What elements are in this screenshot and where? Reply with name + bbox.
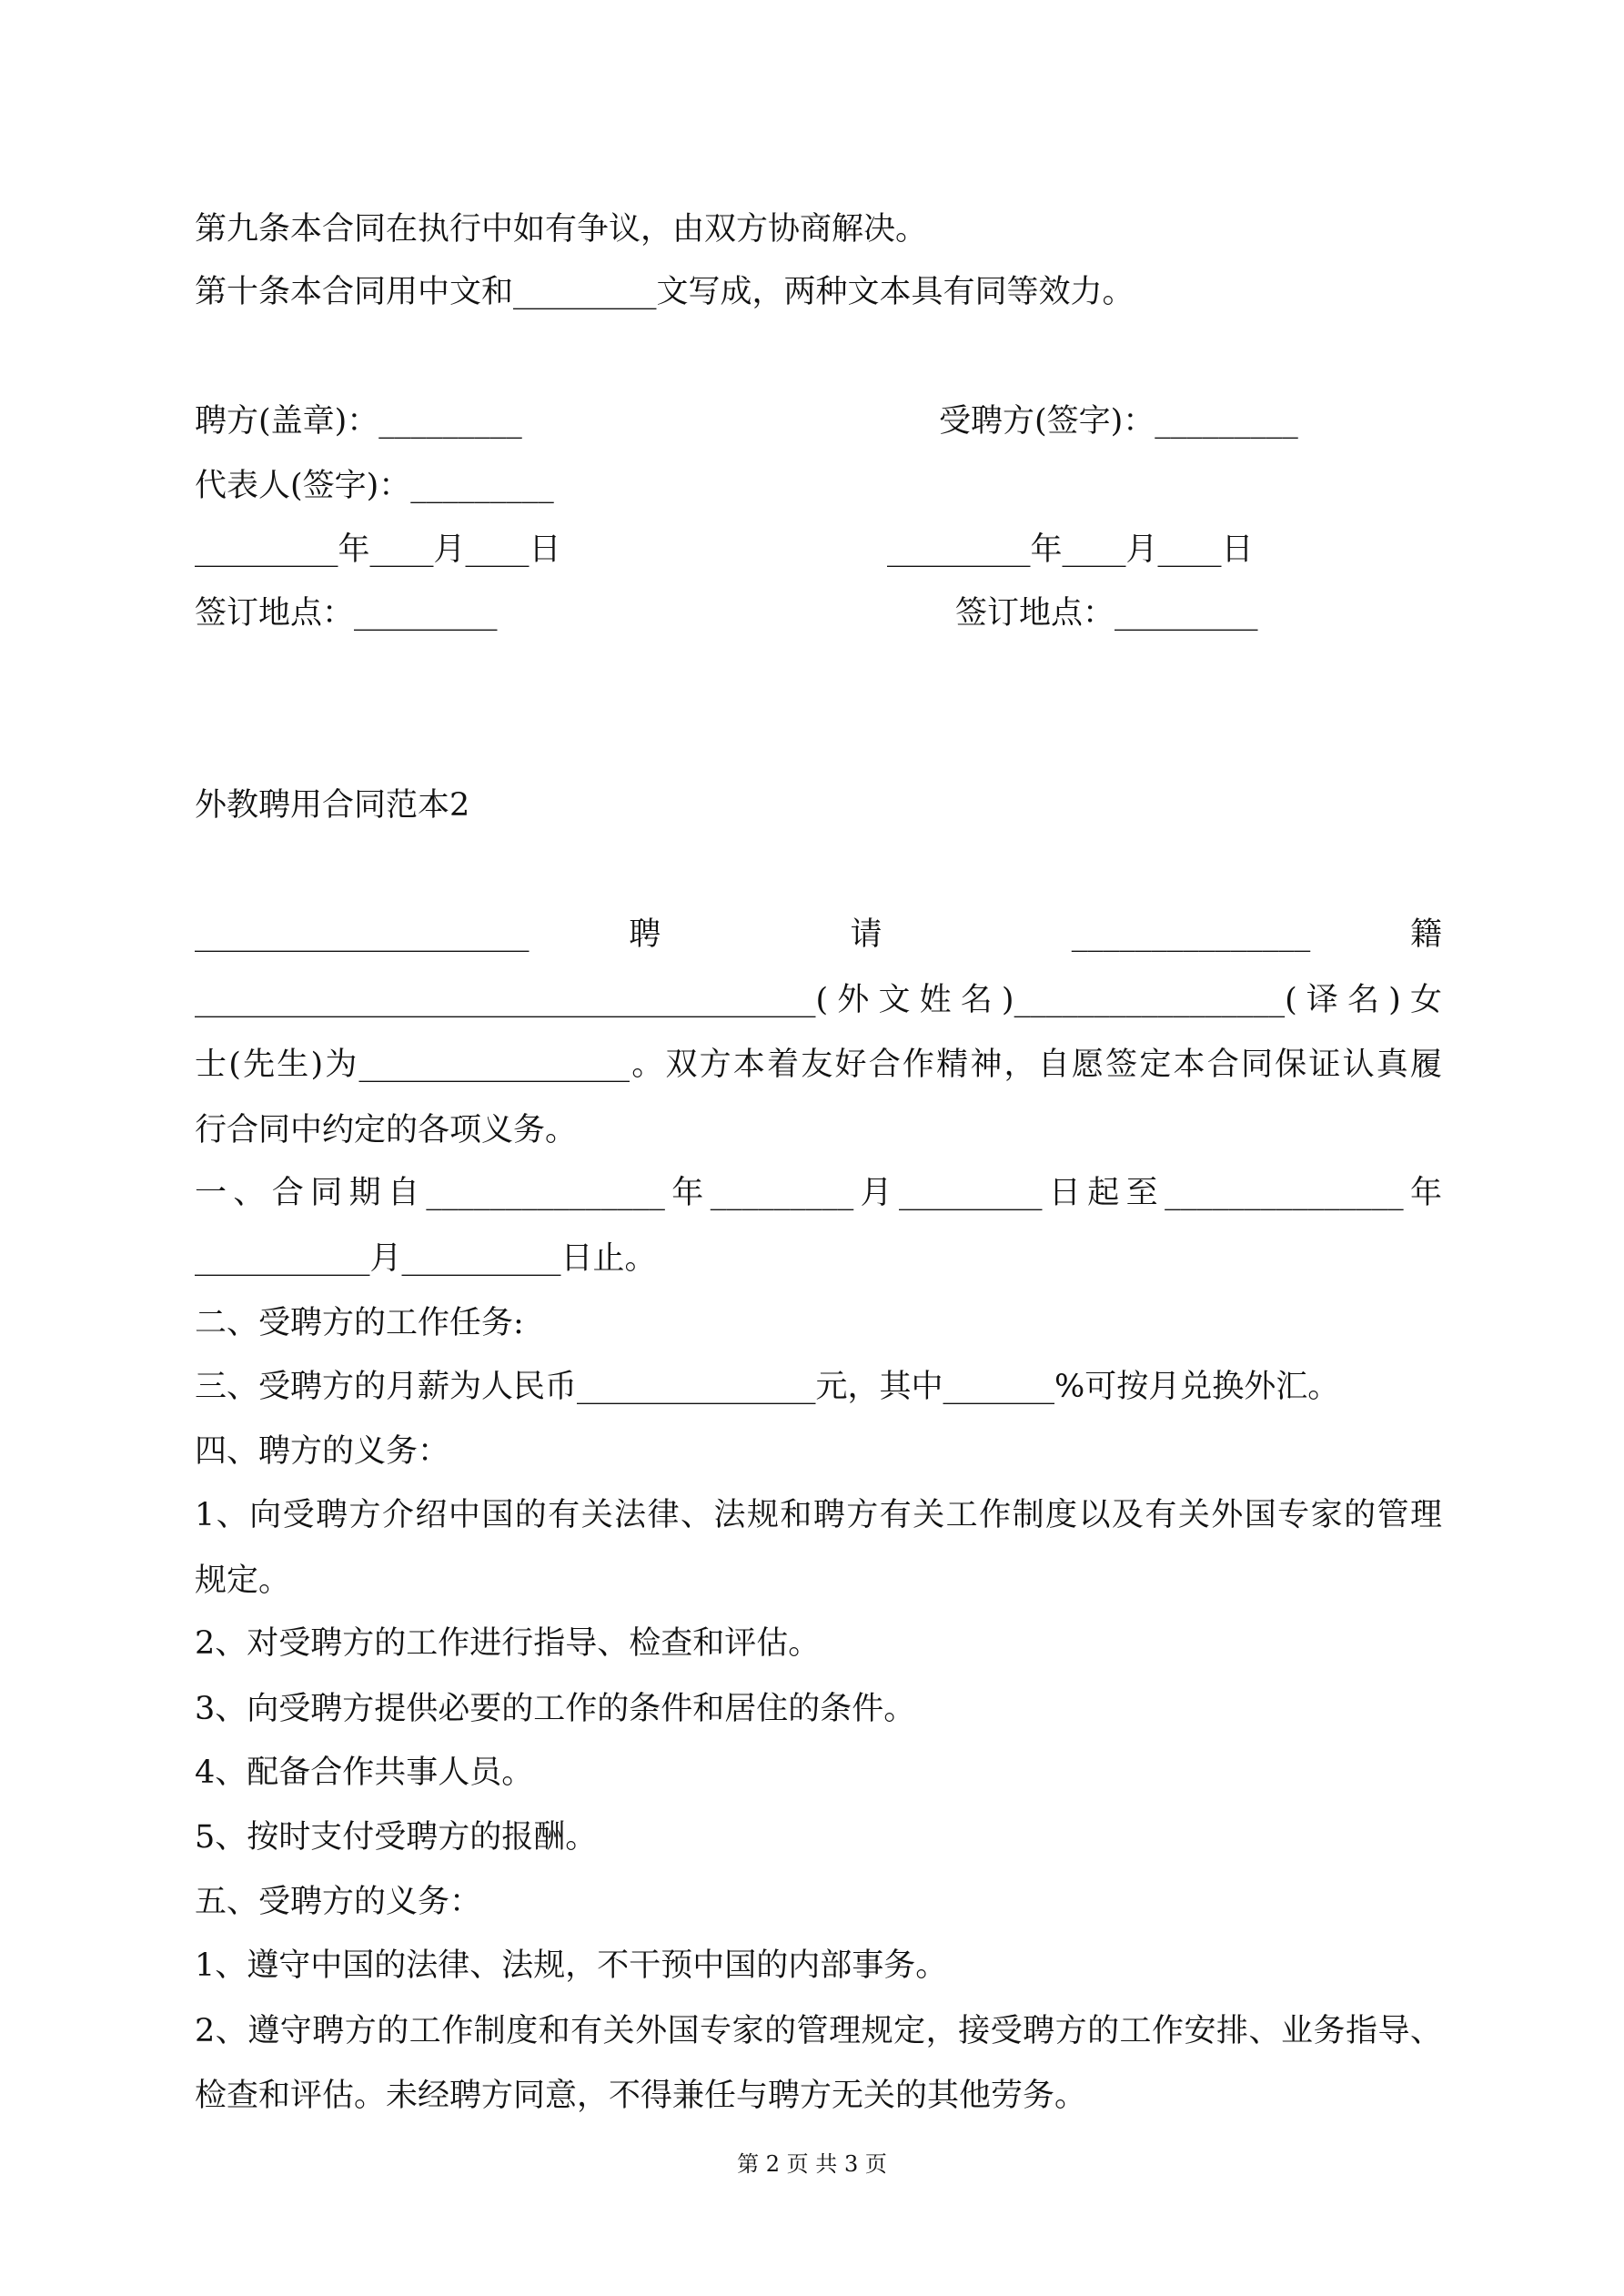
document-line: 代表人(签字)：_________ <box>195 468 554 504</box>
document-line: 第九条本合同在执行中如有争议，由双方协商解决。 <box>195 211 928 248</box>
document-line: 4、配备合作共事人员。 <box>195 1755 534 1791</box>
document-line: 士(先生)为_________________。双方本着友好合作精神，自愿签定本合同保证认真履 <box>195 1047 1442 1083</box>
document-line: 第十条本合同用中文和_________文写成，两种文本具有同等效力。 <box>195 274 1135 310</box>
document-line: 二、受聘方的工作任务: <box>195 1305 524 1341</box>
document-line: 聘方(盖章)：_________ <box>195 403 522 440</box>
document-line: 三、受聘方的月薪为人民币_______________元，其中_______%可按月兑换外汇。 <box>195 1369 1340 1405</box>
document-line: 受聘方(签字)：_________ <box>939 403 1298 440</box>
document-line: _____________________ 聘 请 _______________ 籍 <box>195 916 1442 953</box>
document-line: 3、向受聘方提供必要的工作的条件和居住的条件。 <box>195 1691 916 1727</box>
document-line: 五、受聘方的义务： <box>195 1884 482 1920</box>
document-line: ___________月__________日止。 <box>195 1240 657 1277</box>
page-footer: 第 2 页 共 3 页 <box>737 2151 887 2177</box>
document-line: _________年____月____日 <box>887 531 1254 568</box>
document-line: 5、按时支付受聘方的报酬。 <box>195 1819 598 1856</box>
document-line: 四、聘方的义务： <box>195 1433 450 1470</box>
section-title: 外教聘用合同范本2 <box>195 787 470 824</box>
document-line: _________年____月____日 <box>195 531 561 568</box>
document-line: 规定。 <box>195 1563 291 1599</box>
document-line: 1、遵守中国的法律、法规，不干预中国的内部事务。 <box>195 1947 948 1984</box>
document-line: 签订地点：_________ <box>195 595 498 632</box>
document-line: 一、合同期自_______________年_________月_________日起至_______________年 <box>195 1175 1442 1211</box>
document-line: 1、向受聘方介绍中国的有关法律、法规和聘方有关工作制度以及有关外国专家的管理 <box>195 1497 1442 1533</box>
document-line: 行合同中约定的各项义务。 <box>195 1112 578 1148</box>
document-line: 签订地点：_________ <box>955 595 1258 632</box>
document-line: 2、遵守聘方的工作制度和有关外国专家的管理规定，接受聘方的工作安排、业务指导、 <box>195 2013 1442 2049</box>
document-line: 2、对受聘方的工作进行指导、检查和评估。 <box>195 1625 821 1662</box>
document-line: 检查和评估。未经聘方同意，不得兼任与聘方无关的其他劳务。 <box>195 2078 1087 2114</box>
document-line: _______________________________________(外文姓名)_________________(译名)女 <box>195 982 1442 1018</box>
